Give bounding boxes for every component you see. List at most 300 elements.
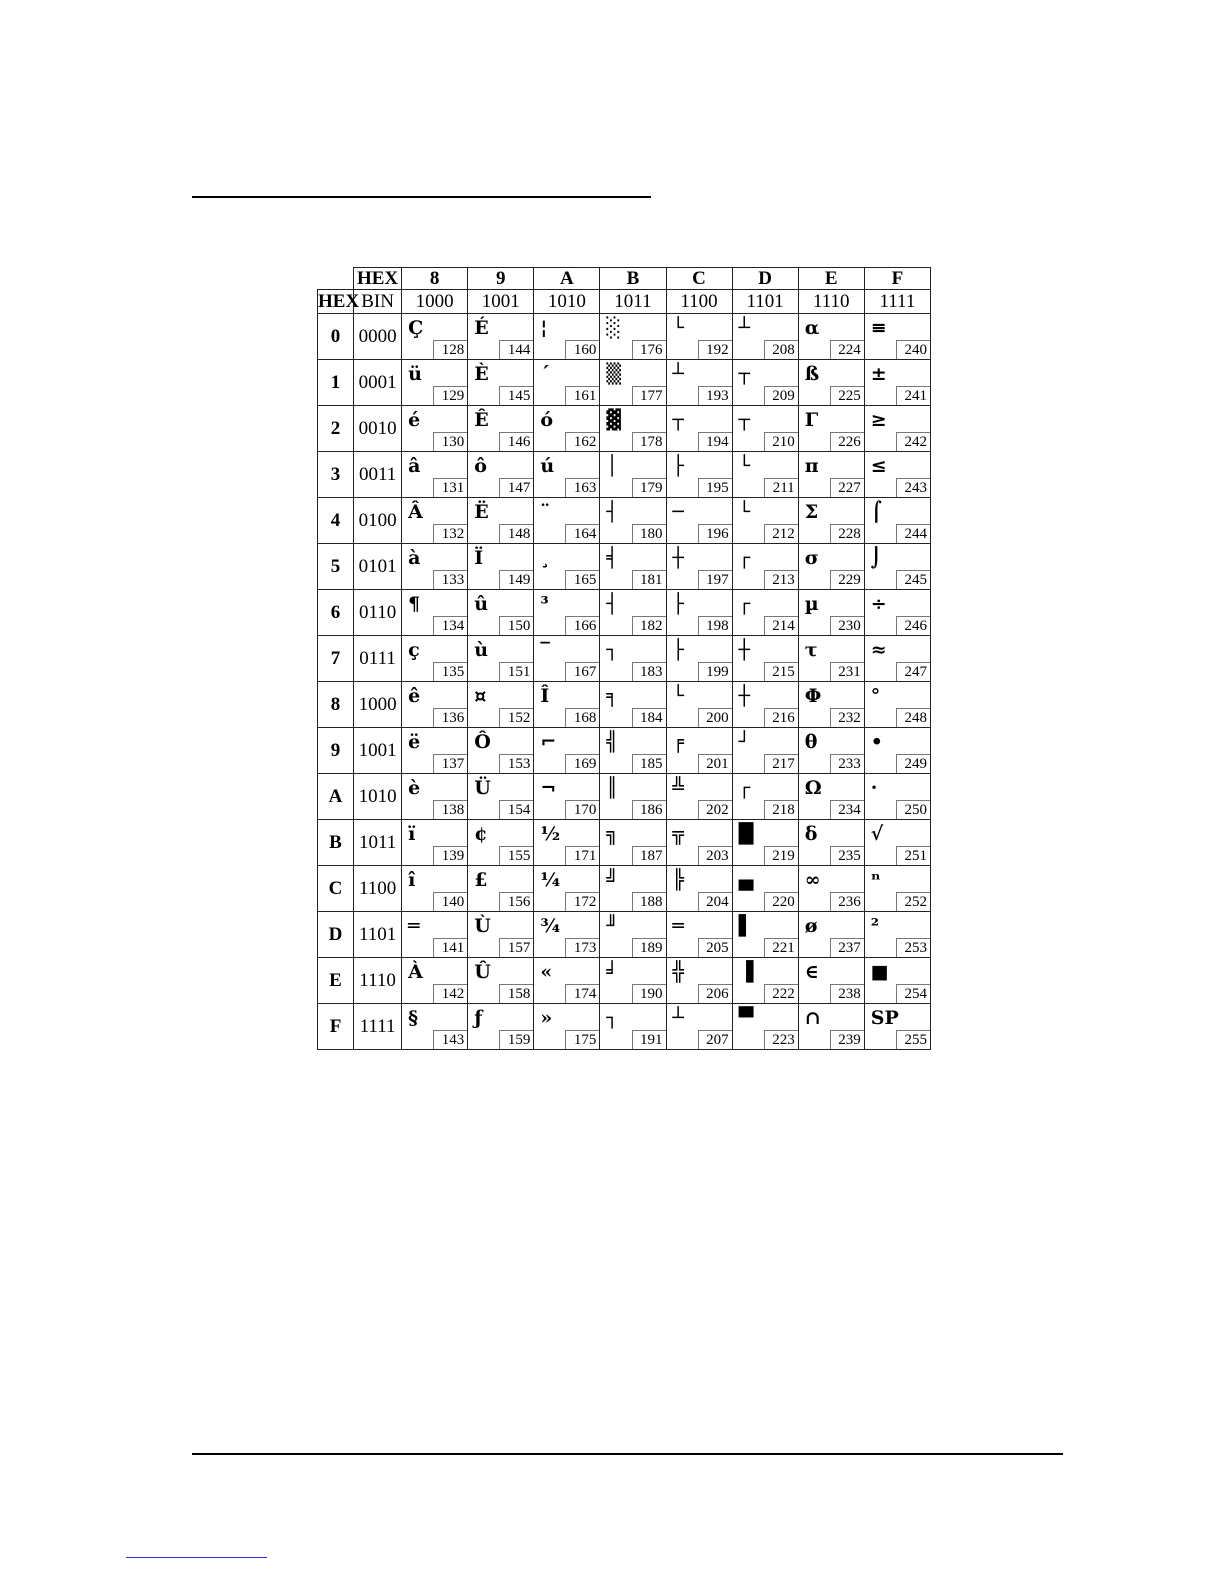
character-glyph: ´	[540, 363, 550, 385]
decimal-code: 195	[698, 478, 732, 497]
character-cell	[600, 912, 666, 958]
character-glyph: Î	[540, 685, 550, 707]
character-cell	[798, 360, 864, 406]
character-glyph: ■	[870, 961, 889, 983]
footer-link-underline	[126, 1557, 267, 1558]
character-cell	[534, 452, 600, 498]
row-bin-value: 1100	[354, 866, 402, 912]
decimal-code: 250	[896, 800, 930, 819]
table-row	[318, 866, 931, 912]
column-hex-header: 8	[402, 268, 468, 290]
decimal-code: 236	[830, 892, 864, 911]
decimal-code: 231	[830, 662, 864, 681]
character-glyph: σ	[804, 547, 819, 569]
decimal-code: 212	[764, 524, 798, 543]
decimal-code: 189	[632, 938, 666, 957]
character-cell	[732, 912, 798, 958]
character-glyph: ▄	[738, 869, 754, 891]
decimal-code: 154	[499, 800, 533, 819]
character-glyph: ‾	[540, 639, 550, 661]
character-cell	[534, 498, 600, 544]
decimal-code: 233	[830, 754, 864, 773]
decimal-code: 199	[698, 662, 732, 681]
character-glyph: ƒ	[474, 1007, 483, 1029]
character-cell	[534, 636, 600, 682]
character-cell	[600, 820, 666, 866]
decimal-code: 146	[499, 432, 533, 451]
character-cell	[666, 1004, 732, 1050]
decimal-code: 174	[565, 984, 599, 1003]
column-hex-header: D	[732, 268, 798, 290]
decimal-code: 223	[764, 1030, 798, 1049]
character-cell	[666, 958, 732, 1004]
table-row	[318, 314, 931, 360]
character-glyph: ê	[408, 685, 421, 707]
decimal-code: 173	[565, 938, 599, 957]
character-cell	[666, 498, 732, 544]
character-cell	[864, 314, 930, 360]
row-bin-value: 0000	[354, 314, 402, 360]
character-glyph: ├	[672, 639, 684, 661]
character-cell	[864, 636, 930, 682]
row-hex-value: C	[318, 866, 354, 912]
decimal-code: 252	[896, 892, 930, 911]
decimal-code: 160	[565, 340, 599, 359]
decimal-code: 239	[830, 1030, 864, 1049]
decimal-code: 132	[433, 524, 467, 543]
decimal-code: 155	[499, 846, 533, 865]
character-glyph: ë	[408, 731, 421, 753]
decimal-code: 184	[632, 708, 666, 727]
decimal-code: 203	[698, 846, 732, 865]
character-cell	[468, 544, 534, 590]
character-glyph: ─	[672, 501, 684, 523]
character-glyph: └	[738, 455, 751, 477]
character-cell	[666, 866, 732, 912]
character-glyph: θ	[804, 731, 818, 753]
character-glyph: ∈	[804, 961, 819, 983]
character-glyph: ∩	[804, 1007, 821, 1029]
decimal-code: 245	[896, 570, 930, 589]
footer-rule	[192, 1453, 1063, 1455]
character-glyph: ┴	[672, 363, 684, 385]
character-cell	[468, 314, 534, 360]
character-cell	[732, 728, 798, 774]
row-hex-value: 9	[318, 728, 354, 774]
decimal-code: 220	[764, 892, 798, 911]
character-cell	[732, 544, 798, 590]
row-bin-value: 0100	[354, 498, 402, 544]
row-bin-value: 0101	[354, 544, 402, 590]
character-cell	[798, 406, 864, 452]
character-cell	[534, 360, 600, 406]
character-glyph: ±	[870, 363, 887, 385]
decimal-code: 235	[830, 846, 864, 865]
decimal-code: 148	[499, 524, 533, 543]
corner-cell	[318, 268, 354, 290]
row-hex-value: 4	[318, 498, 354, 544]
character-glyph: ┬	[738, 409, 751, 431]
decimal-code: 139	[433, 846, 467, 865]
decimal-code: 168	[565, 708, 599, 727]
decimal-code: 234	[830, 800, 864, 819]
row-bin-value: 0111	[354, 636, 402, 682]
decimal-code: 167	[565, 662, 599, 681]
character-glyph: ╬	[672, 961, 684, 983]
character-cell	[600, 774, 666, 820]
decimal-code: 141	[433, 938, 467, 957]
character-cell	[666, 452, 732, 498]
decimal-code: 237	[830, 938, 864, 957]
character-glyph: ┼	[738, 685, 751, 707]
character-cell	[402, 406, 468, 452]
decimal-code: 216	[764, 708, 798, 727]
row-bin-value: 1011	[354, 820, 402, 866]
table-row	[318, 682, 931, 728]
character-cell	[468, 498, 534, 544]
character-cell	[666, 912, 732, 958]
character-glyph: ≡	[870, 317, 887, 339]
character-glyph: ∞	[804, 869, 821, 891]
character-cell	[600, 452, 666, 498]
character-glyph: ├	[672, 593, 684, 615]
decimal-code: 192	[698, 340, 732, 359]
character-glyph: ╦	[672, 823, 684, 845]
character-cell	[468, 958, 534, 1004]
column-bin-header: 1000	[402, 290, 468, 314]
character-glyph: à	[408, 547, 421, 569]
character-rows	[318, 314, 931, 1050]
decimal-code: 156	[499, 892, 533, 911]
decimal-code: 147	[499, 478, 533, 497]
character-cell	[402, 1004, 468, 1050]
character-cell	[534, 728, 600, 774]
decimal-code: 170	[565, 800, 599, 819]
character-cell	[798, 590, 864, 636]
character-glyph: û	[474, 593, 489, 615]
decimal-code: 169	[565, 754, 599, 773]
character-cell	[732, 1004, 798, 1050]
character-cell	[864, 682, 930, 728]
character-cell	[864, 912, 930, 958]
character-cell	[732, 590, 798, 636]
decimal-code: 186	[632, 800, 666, 819]
character-glyph: ▀	[738, 1007, 754, 1029]
decimal-code: 214	[764, 616, 798, 635]
decimal-code: 165	[565, 570, 599, 589]
decimal-code: 244	[896, 524, 930, 543]
decimal-code: 241	[896, 386, 930, 405]
row-hex-value: 3	[318, 452, 354, 498]
character-cell	[732, 866, 798, 912]
decimal-code: 208	[764, 340, 798, 359]
character-glyph: È	[474, 363, 489, 385]
character-cell	[468, 728, 534, 774]
character-cell	[534, 406, 600, 452]
decimal-code: 230	[830, 616, 864, 635]
character-glyph: ▒	[606, 363, 622, 385]
decimal-code: 200	[698, 708, 732, 727]
decimal-code: 204	[698, 892, 732, 911]
row-hex-value: B	[318, 820, 354, 866]
hex-column-label: HEX	[354, 268, 402, 290]
row-hex-value: 8	[318, 682, 354, 728]
decimal-code: 193	[698, 386, 732, 405]
character-cell	[864, 774, 930, 820]
decimal-code: 172	[565, 892, 599, 911]
character-cell	[732, 958, 798, 1004]
character-glyph: Γ	[804, 409, 819, 431]
table-row	[318, 406, 931, 452]
character-cell	[402, 636, 468, 682]
table-row	[318, 544, 931, 590]
character-glyph: »	[540, 1007, 553, 1029]
character-cell	[468, 360, 534, 406]
hex-header-row	[318, 268, 931, 290]
decimal-code: 188	[632, 892, 666, 911]
character-cell	[666, 728, 732, 774]
character-cell	[864, 728, 930, 774]
decimal-code: 175	[565, 1030, 599, 1049]
character-cell	[732, 452, 798, 498]
character-glyph: ╩	[672, 777, 684, 799]
decimal-code: 133	[433, 570, 467, 589]
character-glyph: ║	[606, 777, 618, 799]
decimal-code: 143	[433, 1030, 467, 1049]
decimal-code: 140	[433, 892, 467, 911]
table-row	[318, 636, 931, 682]
row-bin-value: 1101	[354, 912, 402, 958]
character-glyph: ┬	[672, 409, 684, 431]
character-cell	[600, 544, 666, 590]
character-cell	[402, 958, 468, 1004]
decimal-code: 207	[698, 1030, 732, 1049]
character-glyph: £	[474, 869, 488, 891]
decimal-code: 136	[433, 708, 467, 727]
character-cell	[600, 360, 666, 406]
decimal-code: 151	[499, 662, 533, 681]
column-bin-header: 1101	[732, 290, 798, 314]
character-glyph: ┴	[672, 1007, 684, 1029]
character-cell	[402, 682, 468, 728]
character-cell	[402, 544, 468, 590]
character-cell	[864, 406, 930, 452]
decimal-code: 232	[830, 708, 864, 727]
decimal-code: 254	[896, 984, 930, 1003]
character-cell	[732, 406, 798, 452]
character-glyph: Ù	[474, 915, 491, 937]
character-glyph: ├	[672, 455, 684, 477]
column-bin-header: 1111	[864, 290, 930, 314]
character-glyph: ╝	[606, 869, 618, 891]
decimal-code: 142	[433, 984, 467, 1003]
character-glyph: ³	[540, 593, 549, 615]
bin-column-label: BIN	[354, 290, 402, 314]
decimal-code: 248	[896, 708, 930, 727]
character-glyph: ⁿ	[870, 869, 881, 891]
character-cell	[798, 544, 864, 590]
character-glyph: Ω	[804, 777, 822, 799]
decimal-code: 209	[764, 386, 798, 405]
decimal-code: 242	[896, 432, 930, 451]
row-bin-value: 1001	[354, 728, 402, 774]
decimal-code: 229	[830, 570, 864, 589]
character-glyph: ═	[672, 915, 684, 937]
row-hex-value: F	[318, 1004, 354, 1050]
table-row	[318, 912, 931, 958]
character-glyph: ═	[408, 915, 420, 937]
character-cell	[534, 958, 600, 1004]
character-cell	[402, 866, 468, 912]
decimal-code: 228	[830, 524, 864, 543]
decimal-code: 185	[632, 754, 666, 773]
decimal-code: 178	[632, 432, 666, 451]
character-cell	[864, 866, 930, 912]
character-cell	[732, 820, 798, 866]
character-glyph: ▌	[738, 915, 754, 937]
decimal-code: 247	[896, 662, 930, 681]
character-cell	[798, 636, 864, 682]
character-glyph: ▓	[606, 409, 622, 431]
row-hex-value: 1	[318, 360, 354, 406]
character-glyph: ┤	[606, 501, 618, 523]
character-glyph: ╒	[672, 731, 684, 753]
character-glyph: ¸	[540, 547, 550, 569]
character-cell	[468, 406, 534, 452]
character-glyph: ¼	[540, 869, 561, 891]
decimal-code: 150	[499, 616, 533, 635]
character-cell	[864, 452, 930, 498]
decimal-code: 213	[764, 570, 798, 589]
character-cell	[798, 1004, 864, 1050]
decimal-code: 218	[764, 800, 798, 819]
character-cell	[666, 314, 732, 360]
character-cell	[534, 314, 600, 360]
decimal-code: 251	[896, 846, 930, 865]
character-cell	[666, 682, 732, 728]
character-glyph: ┐	[606, 639, 618, 661]
character-cell	[864, 360, 930, 406]
character-glyph: Ê	[474, 409, 489, 431]
character-glyph: δ	[804, 823, 818, 845]
row-hex-value: 2	[318, 406, 354, 452]
character-cell	[666, 820, 732, 866]
decimal-code: 128	[433, 340, 467, 359]
character-cell	[534, 820, 600, 866]
character-cell	[534, 544, 600, 590]
decimal-code: 222	[764, 984, 798, 1003]
character-cell	[666, 636, 732, 682]
table-row	[318, 774, 931, 820]
table-row	[318, 1004, 931, 1050]
decimal-code: 181	[632, 570, 666, 589]
decimal-code: 198	[698, 616, 732, 635]
character-cell	[666, 360, 732, 406]
character-cell	[666, 544, 732, 590]
table-row	[318, 498, 931, 544]
decimal-code: 166	[565, 616, 599, 635]
decimal-code: 238	[830, 984, 864, 1003]
character-glyph: ⌡	[870, 547, 882, 569]
decimal-code: 215	[764, 662, 798, 681]
character-glyph: ²	[870, 915, 880, 937]
character-glyph: ß	[804, 363, 820, 385]
character-glyph: │	[606, 455, 618, 477]
table-row	[318, 820, 931, 866]
decimal-code: 210	[764, 432, 798, 451]
character-glyph: ü	[408, 363, 422, 385]
decimal-code: 131	[433, 478, 467, 497]
character-cell	[402, 452, 468, 498]
decimal-code: 176	[632, 340, 666, 359]
character-glyph: ┌	[738, 547, 751, 569]
character-cell	[864, 544, 930, 590]
character-glyph: Σ	[804, 501, 819, 523]
character-cell	[798, 774, 864, 820]
character-glyph: ⌠	[870, 501, 882, 523]
character-cell	[732, 314, 798, 360]
character-glyph: ╣	[606, 731, 618, 753]
character-glyph: ╡	[606, 547, 618, 569]
character-glyph: •	[870, 731, 883, 753]
table-row	[318, 958, 931, 1004]
row-hex-value: D	[318, 912, 354, 958]
decimal-code: 227	[830, 478, 864, 497]
column-hex-header: E	[798, 268, 864, 290]
character-glyph: ┐	[606, 1007, 618, 1029]
character-glyph: Ï	[474, 547, 484, 569]
character-cell	[666, 406, 732, 452]
character-glyph: ┌	[738, 777, 751, 799]
decimal-code: 211	[764, 478, 798, 497]
decimal-code: 149	[499, 570, 533, 589]
character-glyph: ¤	[474, 685, 487, 707]
column-bin-header: 1011	[600, 290, 666, 314]
decimal-code: 191	[632, 1030, 666, 1049]
character-glyph: τ	[804, 639, 818, 661]
character-glyph: ┤	[606, 593, 618, 615]
character-cell	[600, 728, 666, 774]
character-glyph: â	[408, 455, 421, 477]
row-bin-value: 1110	[354, 958, 402, 1004]
character-glyph: ø	[804, 915, 818, 937]
character-glyph: ╛	[606, 961, 618, 983]
character-cell	[402, 728, 468, 774]
decimal-code: 221	[764, 938, 798, 957]
column-bin-header: 1010	[534, 290, 600, 314]
decimal-code: 217	[764, 754, 798, 773]
decimal-code: 253	[896, 938, 930, 957]
character-glyph: ¦	[540, 317, 548, 339]
decimal-code: 145	[499, 386, 533, 405]
character-glyph: ÷	[870, 593, 887, 615]
character-cell	[666, 774, 732, 820]
character-cell	[864, 498, 930, 544]
character-cell	[468, 452, 534, 498]
character-cell	[864, 1004, 930, 1050]
character-cell	[402, 360, 468, 406]
character-cell	[534, 912, 600, 958]
decimal-code: 224	[830, 340, 864, 359]
decimal-code: 196	[698, 524, 732, 543]
character-glyph: ░	[606, 317, 622, 339]
character-cell	[864, 958, 930, 1004]
character-cell	[732, 682, 798, 728]
character-cell	[798, 314, 864, 360]
character-cell	[468, 912, 534, 958]
character-cell	[402, 590, 468, 636]
decimal-code: 162	[565, 432, 599, 451]
